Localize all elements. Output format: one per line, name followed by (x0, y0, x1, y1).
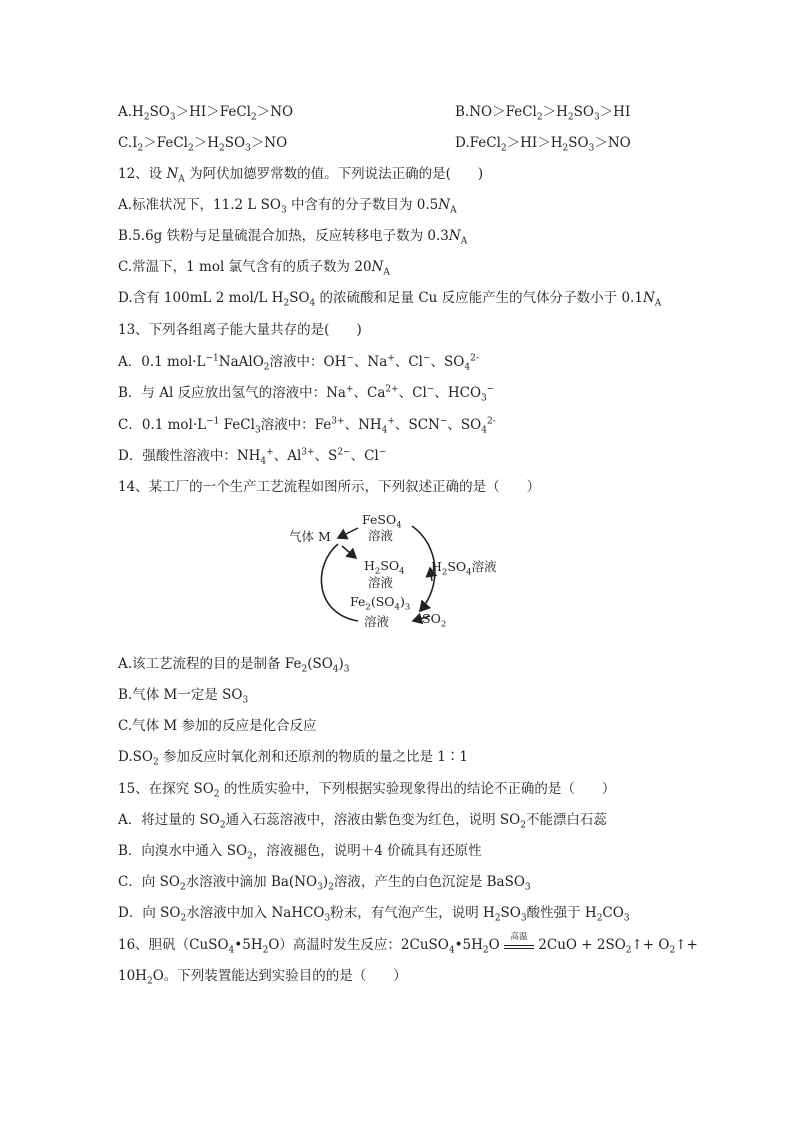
q11-option-b: $B.NO>FeCl_2>H_2SO_3>HI$ (455, 104, 631, 123)
q12-option-b: B.5.6g 铁粉与足量硫混合加热，反应转移电子数为 $0.3N_A$ (118, 228, 468, 247)
q16-stem-line2: $10H_2O$。下列装置能达到实验目的的是（ ） (118, 968, 407, 987)
q12-option-a: A.标准状况下，11.2 L $SO_3$ 中含有的分子数目为 $0.5N_A$ (118, 197, 457, 216)
fe2so43-solution-label: 溶液 (364, 614, 390, 629)
q11-option-a: $A.H_2SO_3>HI>FeCl_2>NO$ (118, 104, 294, 123)
so2-label: $SO_2$ (422, 611, 447, 630)
q15-option-a: A．将过量的 $SO_2$通入石蕊溶液中，溶液由紫色变为红色，说明 $SO_2$不能漂白石蕊 (118, 812, 607, 831)
q16-stem-line1: 16、胆矾$(CuSO_4•5H_2O)$高温时发生反应：$2CuSO_4•5H_2O$ 高温 $2CuO + 2SO_2↑+$ $O_2↑+$ (118, 932, 698, 956)
q15-option-c: C．向 $SO_2$水溶液中滴加 $Ba(NO_3)_2$溶液，产生的白色沉淀是 BaSO$_3$ (118, 874, 531, 893)
process-flow-diagram (280, 506, 510, 632)
q11-option-d: $D.FeCl_2>HI>H_2SO_3>NO$ (455, 135, 631, 154)
q15-option-d: D．向 $SO_2$水溶液中加入 NaHCO$_3$粉末，有气泡产生，说明 $H_2SO_3$酸性强于 $H_2CO_3$ (118, 905, 630, 924)
q14-stem: 14、某工厂的一个生产工艺流程如图所示，下列叙述正确的是（ ） (118, 479, 541, 495)
q13-stem: 13、下列各组离子能大量共存的是( ) (118, 322, 362, 338)
q12-option-c: C.常温下，1 mol 氯气含有的质子数为 $20N_A$ (118, 259, 390, 278)
gas-m-arrow (338, 528, 358, 538)
inner-h2so4-label: $H_2SO_4$ (364, 558, 405, 577)
q13-option-b: B．与 Al 反应放出氢气的溶液中：Na+、$Ca^{2+}$、Cl−、$HCO_3^-$ (118, 384, 495, 404)
q14-option-d: $D.SO_2$ 参加反应时氧化剂和还原剂的物质的量之比是 1∶1 (118, 749, 468, 768)
h2so4-solution-label: $H_2SO_4$溶液 (431, 559, 497, 578)
high-temp-condition: 高温 (504, 936, 534, 949)
q13-option-a: A．0.1 $mol\cdot L^{-1}NaAlO_2$溶液中：OH−、Na+、Cl−、$SO_4^{2-}$ (118, 353, 479, 373)
q11-option-c: $C.I_2>FeCl_2>H_2SO_3>NO$ (118, 135, 288, 154)
inner-h2so4-solution-label: 溶液 (368, 575, 394, 590)
q12-stem: 12、设 $N_A$ 为阿伏加德罗常数的值。下列说法正确的是( ) (118, 166, 484, 185)
q15-option-b: B．向溴水中通入 $SO_2$，溶液褪色，说明＋4 价硫具有还原性 (118, 843, 482, 862)
q15-stem: 15、在探究 $SO_2$ 的性质实验中，下列根据实验现象得出的结论不正确的是（ ） (118, 781, 616, 800)
fe2so43-label: $Fe_2(SO_4)_3$ (350, 594, 411, 613)
q14-option-c: C.气体 M 参加的反应是化合反应 (118, 718, 317, 734)
feso4-label: FeSO$_4$ (362, 512, 402, 531)
q14-option-a: A.该工艺流程的目的是制备 $Fe_2(SO_4)_3$ (118, 656, 350, 675)
q14-option-b: B.气体 M一定是 $SO_3$ (118, 687, 249, 706)
inner-h2so4-arrow (342, 546, 356, 558)
q13-option-d: D．强酸性溶液中：$NH_4^+$、$Al^{3+}$、$S^{2-}$、Cl− (118, 447, 387, 467)
q12-option-d: D.含有 100mL 2 mol/L $H_2SO_4$ 的浓硫酸和足量 Cu 反应能产生的气体分子数小于 $0.1N_A$ (118, 290, 662, 309)
q13-option-c: C．0.1 $mol\cdot L^{-1}$ FeCl$_3$溶液中：$Fe^{3+}$、$NH_4^+$、SCN−、$SO_4^{2-}$ (118, 416, 496, 436)
feso4-solution-label: 溶液 (368, 528, 394, 543)
gas-m-label: 气体 M (289, 529, 331, 544)
